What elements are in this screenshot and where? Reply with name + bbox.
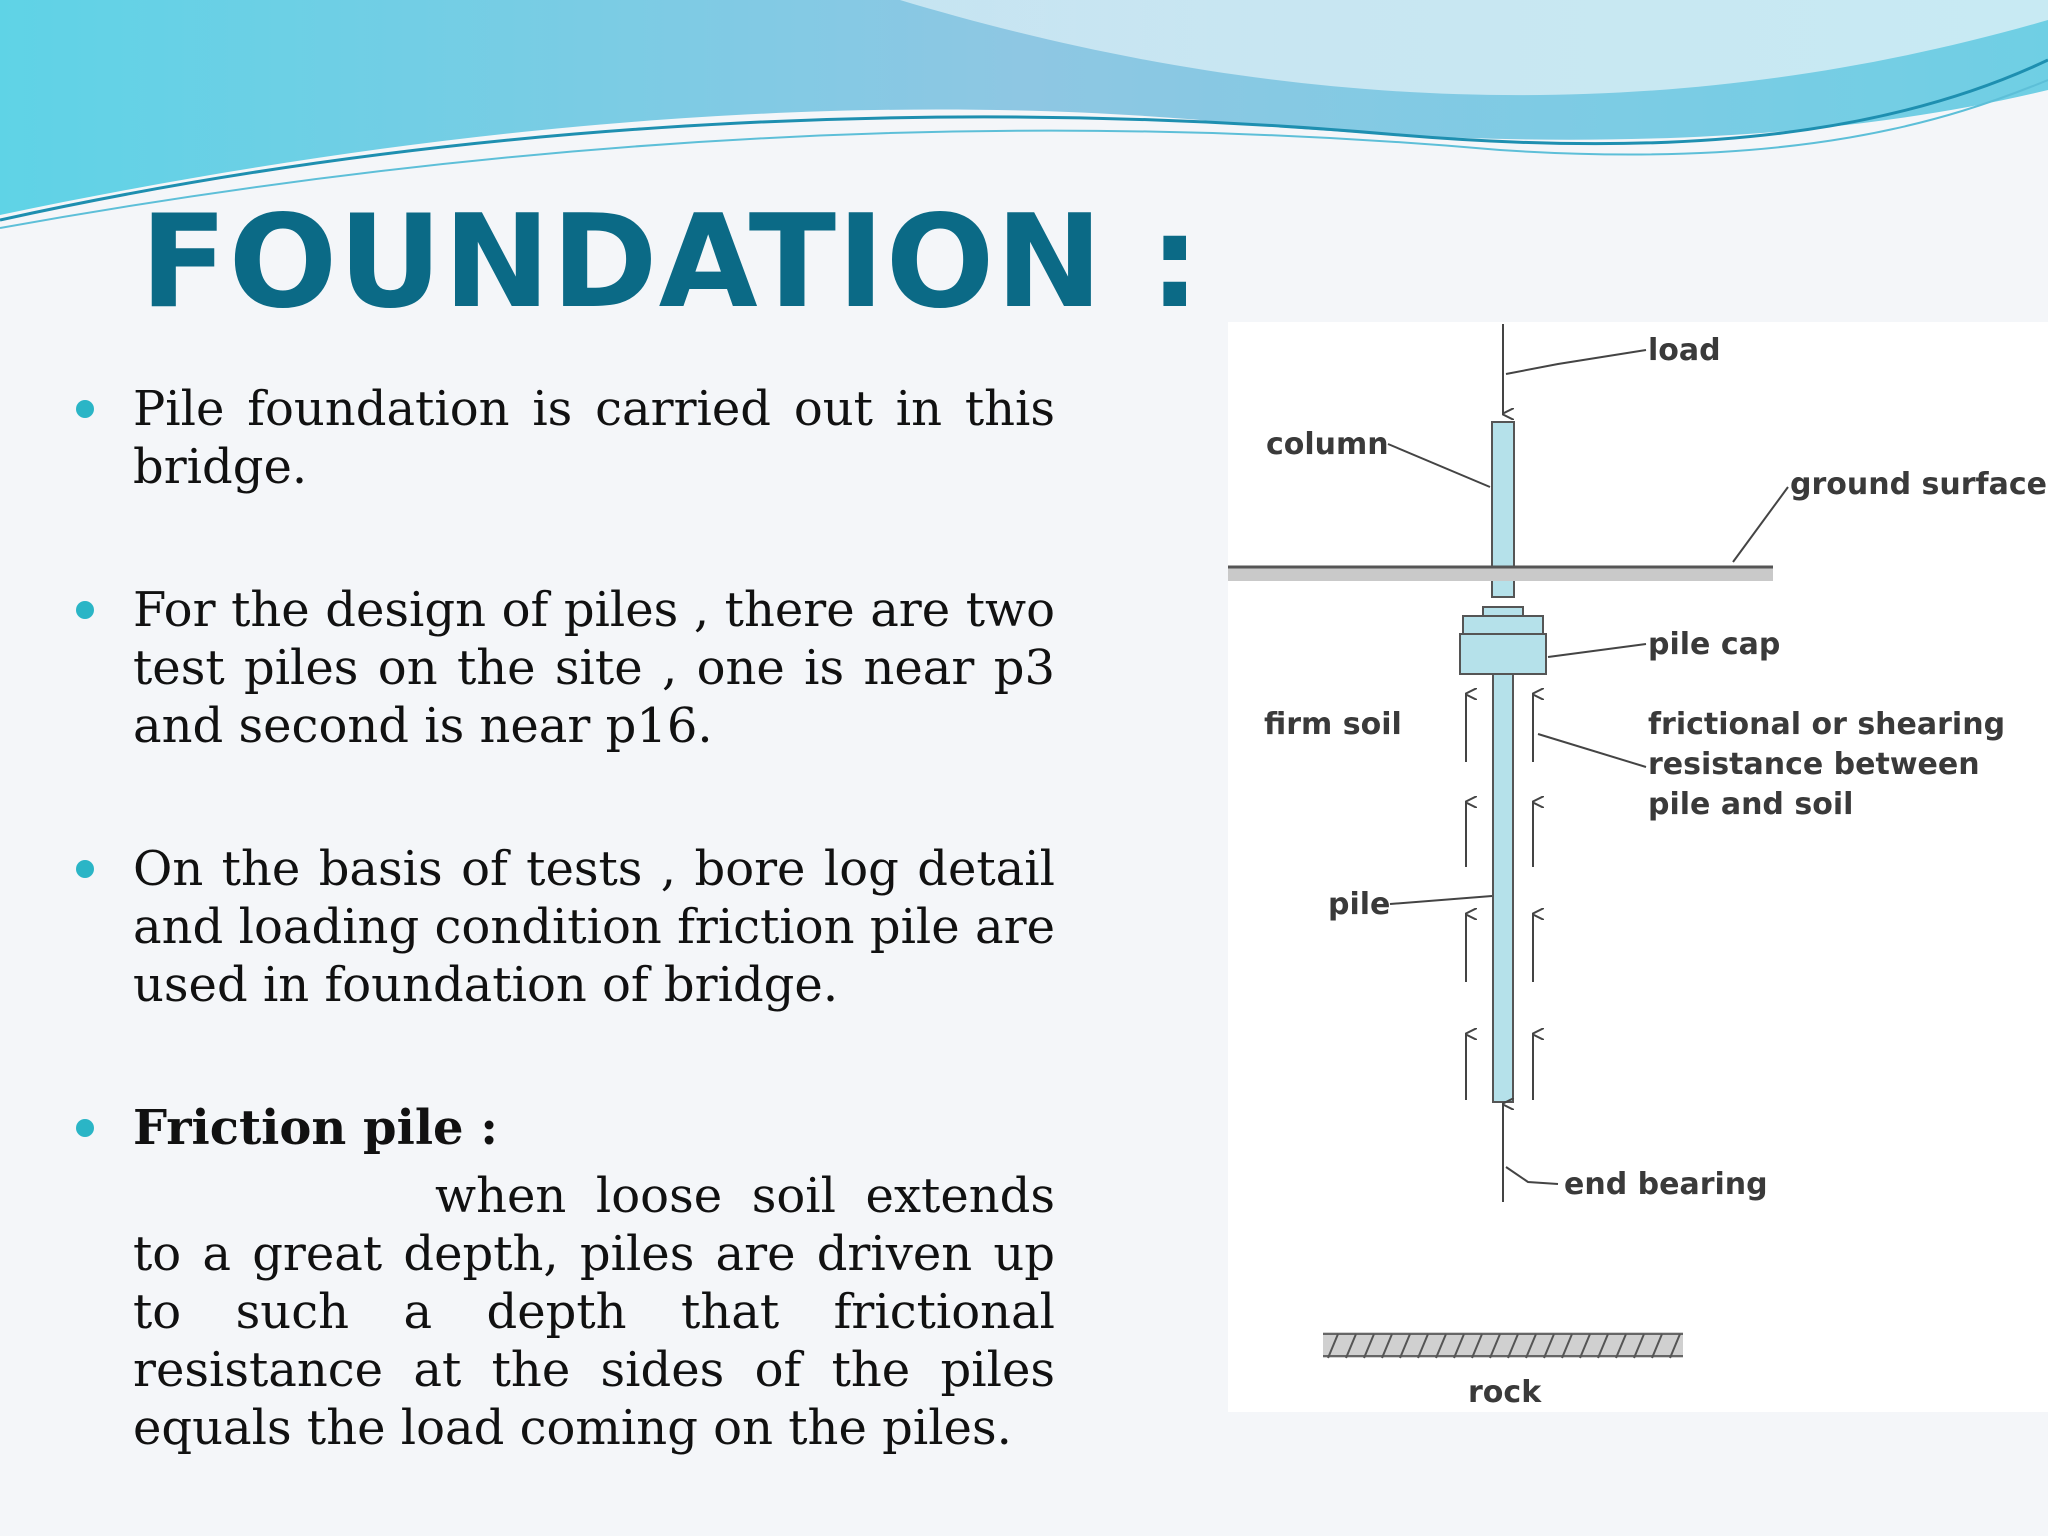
- slide-title: FOUNDATION :: [140, 188, 1202, 337]
- bullet-text: For the design of piles , there are two test piles on the site , one is near p3 and second is near p16.: [133, 582, 1055, 754]
- ground-surface-shape: [1228, 567, 1773, 581]
- bullet-dot-icon: [76, 860, 94, 878]
- bullet-item: [70, 581, 1055, 755]
- bullet-dot-icon: [76, 601, 94, 619]
- bullet-dot-icon: [76, 1119, 94, 1137]
- label-friction-line2: resistance between: [1648, 747, 1980, 782]
- pile-cap-shape: [1460, 634, 1546, 674]
- label-friction-line1: frictional or shearing: [1648, 707, 2006, 742]
- label-rock: rock: [1468, 1375, 1542, 1410]
- label-end-bearing: end bearing: [1564, 1167, 1768, 1202]
- label-column: column: [1266, 427, 1389, 462]
- label-pile-cap: pile cap: [1648, 627, 1781, 662]
- bullet-list: [70, 380, 1055, 1457]
- pile-diagram-svg: [1228, 322, 2048, 1412]
- label-ground-surface: ground surface: [1790, 467, 2047, 502]
- bullet-item: [70, 380, 1055, 496]
- label-load: load: [1648, 333, 1721, 368]
- bullet-dot-icon: [76, 400, 94, 418]
- pile-cap-step-shape: [1463, 616, 1543, 634]
- bullet-text: when loose soil extends to a great depth, piles are driven up to such a depth that frictional resistance at the sides of the piles equals the load coming on the piles.: [133, 1168, 1055, 1456]
- bullet-text: Pile foundation is carried out in this bridge.: [133, 381, 1055, 495]
- bullet-heading: Friction pile :: [133, 1100, 499, 1156]
- pile-shape: [1493, 674, 1513, 1102]
- bullet-item: [70, 1099, 1055, 1457]
- bullet-text: On the basis of tests , bore log detail and loading condition friction pile are used in foundation of bridge.: [133, 841, 1055, 1013]
- label-friction-line3: pile and soil: [1648, 787, 1854, 822]
- pile-foundation-diagram: [1228, 322, 2048, 1412]
- rock-hatch-shape: [1323, 1332, 1683, 1358]
- bullet-item: [70, 840, 1055, 1014]
- label-pile: pile: [1328, 887, 1391, 922]
- label-firm-soil: firm soil: [1264, 707, 1402, 742]
